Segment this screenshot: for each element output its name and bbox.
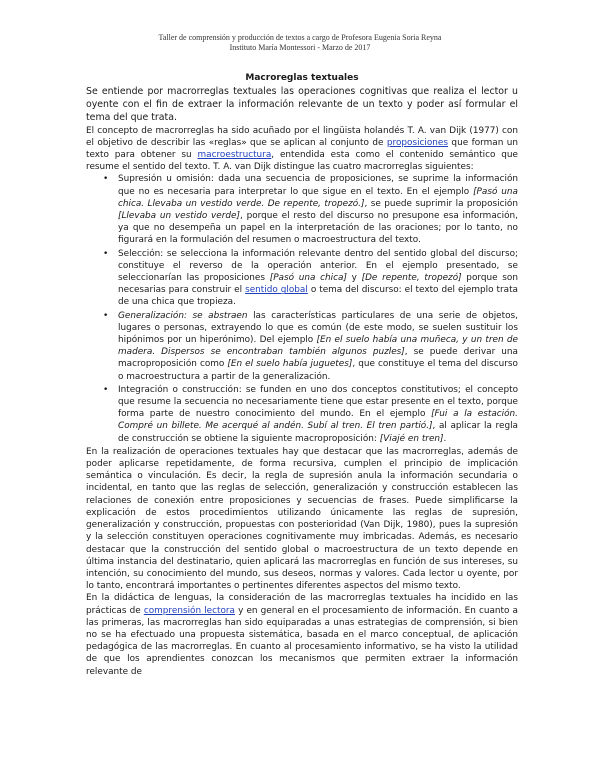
concept-text-3: , entendida esta como el contenido semántico que resume el sentido del texto. T. A. van Dijk distingue las cuatro macrorreglas siguientes:: [86, 150, 518, 173]
intro-paragraph: Se entiende por macrorreglas textuales las operaciones cognitivas que realiza el lector u oyente con el fin de extraer la información relevante de un texto y poder así formular el tema del que trata.: [86, 86, 518, 123]
supresion-example: [Pasó una chica. Llevaba un vestido verde. De repente, tropezó.]: [118, 186, 518, 209]
generalizacion-example: [En el suelo había una muñeca, y un tren de madera. Dispersos se encontraban también algunos puzles]: [118, 335, 518, 358]
generalizacion-macroproposition: [En el suelo había juguetes]: [227, 359, 353, 370]
document-title: Macroreglas textuales: [245, 73, 359, 83]
supresion-text-1: Supresión u omisión: dada una secuencia de proposiciones, se suprime la información que no es necesaria para interpretar lo que sigue en el texto. En el ejemplo: [118, 174, 518, 197]
operations-paragraph: En la realización de operaciones textuales hay que destacar que las macrorreglas, además de poder aplicarse repetidamente, de forma recursiva, cumplen el principio de implicación semántica o vinculación. Es decir, la regla de supresión anula la información secundaria o incidental, en tanto que las reglas de selección, generalización y construcción establecen las relaciones de conexión entre proposiciones y secuencias de frases. Puede simplificarse la explicación de estos procedimientos utilizando únicamente las reglas de supresión, generalización y construcción, propuestas con posterioridad (Van Dijk, 1980), pues la supresión y la selección constituyen operaciones cognitivamente muy imbricadas. Además, es necesario destacar que la construcción del sentido global o macroestructura de un texto depende en última instancia del destinatario, quien aplicará las macrorreglas en función de sus intereses, su intención, su conocimiento del mundo, sus deseos, normas y valores. Cada lector u oyente, por lo tanto, encontrará importantes o pertinentes diferentes aspectos del mismo texto.: [86, 446, 518, 592]
didactics-paragraph: [86, 592, 518, 677]
list-item-seleccion: [103, 248, 519, 309]
didactics-text-1: En la didáctica de lenguas, la consideración de las macrorreglas textuales ha incidido en las prácticas de: [86, 593, 518, 616]
list-item-integracion: [103, 384, 518, 445]
list-item-supresion: [103, 173, 518, 246]
bullet-icon: •: [103, 248, 109, 259]
seleccion-text-2: y: [346, 273, 362, 284]
generalizacion-lead: Generalización: se abstraen: [118, 310, 248, 321]
seleccion-text-3: porque son necesarias para construir el: [118, 273, 518, 296]
header-line-institute: Instituto María Montessori - Marzo de 2017: [229, 43, 371, 52]
seleccion-text-4: o tema del discurso: el texto del ejemplo trata de una chica que tropieza.: [118, 285, 519, 308]
integracion-example: [Fui a la estación. Compré un billete. Me acerqué al andén. Subí al tren. El tren partió.]: [118, 409, 518, 432]
generalizacion-text-1: las características particulares de una serie de objetos, lugares o personas, extrayendo lo que es común (de este modo, se suelen sustituir los hipónimos por un hiperónimo). Del ejemplo: [118, 310, 518, 346]
supresion-text-3: , porque el resto del discurso no presupone esa información, ya que no desempeña un papel en la interpretación de las oraciones; por lo tanto, no figurará en la formulación del resumen o macroestructura del texto.: [118, 211, 518, 246]
seleccion-text-1: Selección: se selecciona la información relevante dentro del sentido global del discurso; constituye el reverso de la operación anterior. En el ejemplo presentado, se seleccionarían las proposiciones: [118, 248, 518, 284]
page-header: [0, 33, 600, 53]
generalizacion-text-3: , que constituye el tema del discurso o macroestructura a partir de la generalización.: [118, 359, 518, 382]
integracion-text-1: Integración o construcción: se funden en uno dos conceptos constitutivos; el concepto que resume la secuencia no necesariamente tiene que estar presente en el texto, porque forma parte de nuestro conocimiento del mundo. En el ejemplo: [118, 384, 518, 420]
concept-paragraph: [86, 125, 518, 174]
bullet-icon: •: [103, 384, 109, 395]
concept-text-1: El concepto de macrorreglas ha sido acuñado por el lingüista holandés T. A. van Dijk (1977) con el objetivo de describir las «reglas» que se aplican al conjunto de: [86, 125, 518, 148]
didactics-text-2: y en general en el procesamiento de información. En cuanto a las primeras, las macrorreglas han sido equiparadas a unas estrategias de comprensión, si bien no se ha efectuado una propuesta sistemática, basada en el marco conceptual, de aplicación pedagógica de las macrorreglas. En cuanto al procesamiento informativo, se ha visto la utilidad de que los aprendientes conozcan los mecanismos que permiten extraer la información relevante de: [86, 605, 518, 677]
comprension-lectora-link[interactable]: comprensión lectora: [143, 605, 235, 616]
supresion-text-2: , se puede suprimir la proposición: [364, 198, 518, 209]
integracion-macroproposition: [Viajé en tren]: [379, 433, 444, 444]
document-body: [86, 72, 518, 678]
seleccion-example-2: [De repente, tropezó]: [361, 273, 462, 284]
seleccion-example-1: [Pasó una chica]: [269, 273, 347, 284]
supresion-proposition: [Llevaba un vestido verde]: [118, 211, 240, 222]
proposiciones-link[interactable]: proposiciones: [386, 137, 449, 148]
concept-text-2: que forman un texto para obtener su: [86, 137, 518, 160]
list-item-generalizacion: [103, 310, 518, 383]
generalizacion-text-2: , se puede derivar una macroproposición como: [118, 347, 518, 370]
header-line-course: Taller de comprensión y producción de textos a cargo de Profesora Eugenia Soria Reyna: [158, 33, 442, 42]
bullet-icon: •: [103, 174, 109, 185]
integracion-text-3: .: [443, 433, 447, 444]
macrorules-list: [86, 173, 518, 444]
sentido-global-link[interactable]: sentido global: [245, 285, 308, 296]
integracion-text-2: , al aplicar la regla de construcción se obtiene la siguiente macroproposición:: [118, 421, 518, 444]
macroestructura-link[interactable]: macroestructura: [197, 150, 272, 160]
bullet-icon: •: [103, 310, 109, 321]
